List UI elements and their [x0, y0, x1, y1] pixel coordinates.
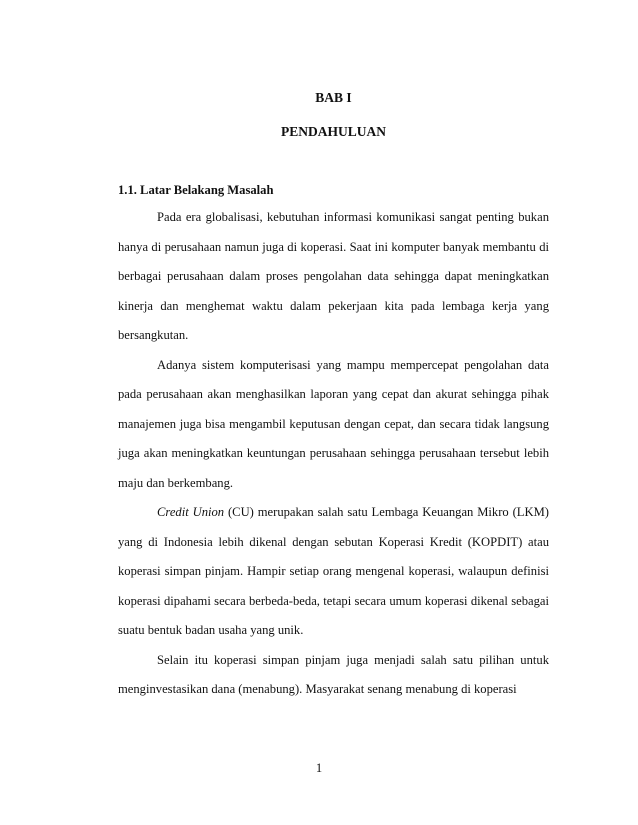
paragraph-globalisasi: Pada era globalisasi, kebutuhan informasi komunikasi sangat penting bukan hanya di perusahaan namun juga di koperasi. Saat ini komputer banyak membantu di berbagai perusahaan dalam proses pengolahan data sehingga dapat meningkatkan kinerja dan menghemat waktu dalam pekerjaan kita pada lembaga kerja yang bersangkutan.	[118, 210, 549, 342]
section-heading: 1.1. Latar Belakang Masalah	[118, 183, 274, 197]
page-number: 1	[315, 761, 323, 775]
chapter-title: PENDAHULUAN	[280, 124, 386, 139]
body-text	[118, 203, 549, 705]
paragraph-simpan-pinjam: Selain itu koperasi simpan pinjam juga menjadi salah satu pilihan untuk menginvestasikan dana (menabung). Masyarakat senang menabung di koperasi	[118, 652, 549, 696]
paragraph-komputerisasi: Adanya sistem komputerisasi yang mampu mempercepat pengolahan data pada perusahaan akan menghasilkan laporan yang cepat dan akurat sehingga pihak manajemen juga bisa mengambil keputusan dengan cepat, dan secara tidak langsung juga akan meningkatkan keuntungan perusahaan sehingga perusahaan tersebut lebih maju dan berkembang.	[118, 357, 549, 490]
credit-union-term: Credit Union	[157, 505, 225, 519]
paragraph-credit-union	[118, 498, 549, 646]
paragraph-credit-union-text: (CU) merupakan salah satu Lembaga Keuangan Mikro (LKM) yang di Indonesia lebih dikenal dengan sebutan Koperasi Kredit (KOPDIT) atau koperasi simpan pinjam. Hampir setiap orang mengenal koperasi, walaupun definisi koperasi dipahami secara berbeda-beda, tetapi secara umum koperasi dikenal sebagai suatu bentuk badan usaha yang unik.	[118, 505, 549, 637]
chapter-number: BAB I	[315, 90, 352, 105]
